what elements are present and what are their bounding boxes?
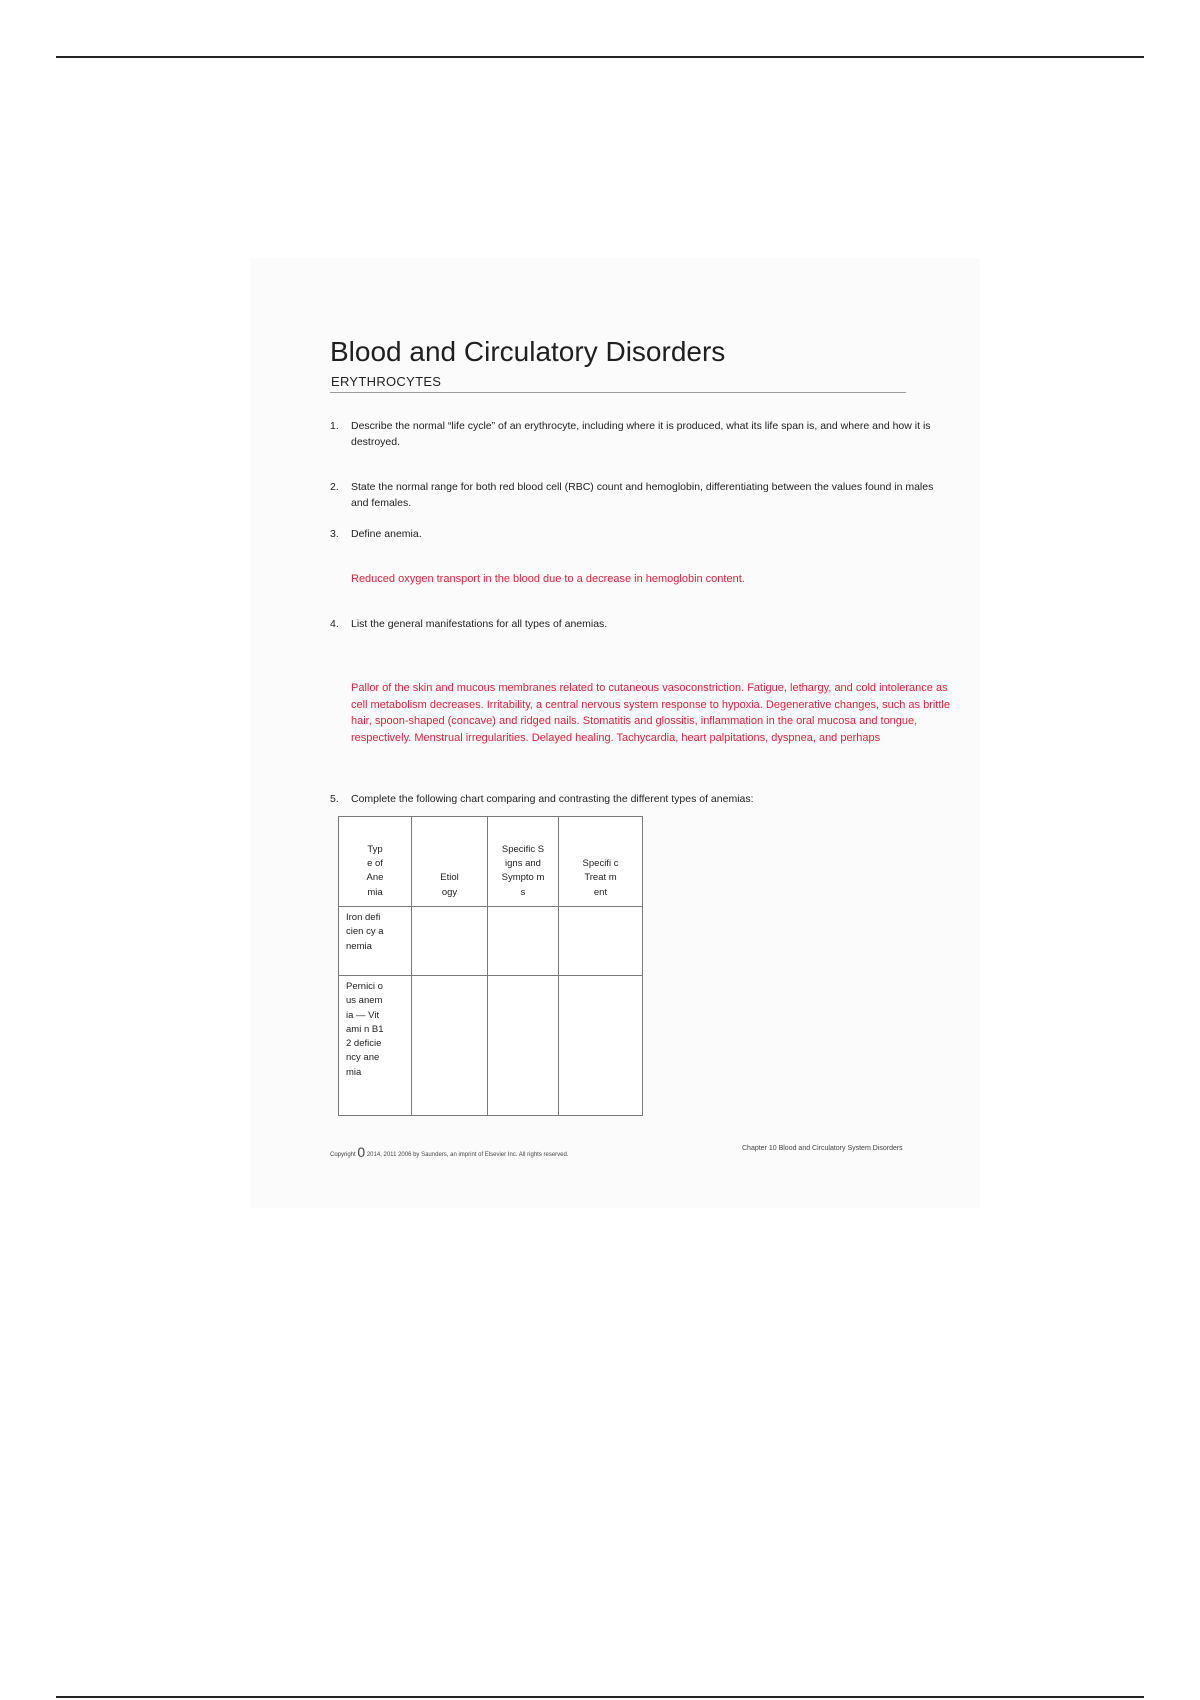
answer-4: Pallor of the skin and mucous membranes related to cutaneous vasoconstriction. Fatigue, lethargy, and cold intolerance as cell metabolism decreases. Irritability, a central nervous system response to hypoxia. Degenerative changes, such as brittle hair, spoon-shaped (concave) and ridged nails. Stomatitis and glossitis, inflammation in the oral mucosa and tongue, respectively. Menstrual irregularities. Delayed healing. Tachycardia, heart palpitations, dyspnea, and perhaps [351,682,950,744]
table-row [339,976,643,1116]
question-number: 1. [330,420,339,432]
table-row [339,907,643,976]
question-number: 3. [330,528,339,540]
row-type-cell: Pernici ous anemia — Vitami n B12 deficie ncy anemia [339,976,412,1116]
question-number: 5. [330,793,339,805]
header-signs-symptoms: Specific Signs and Sympto ms [488,817,559,907]
question-text: Complete the following chart comparing and contrasting the different types of anemias: [351,793,754,805]
header-treatment: Specifi c Treat ment [559,817,643,907]
heading-divider [330,392,906,393]
copyright-notice: Copyright 0 2014, 2011 2006 by Saunders, an imprint of Elsevier Inc. All rights reserved. [330,1144,569,1160]
header-type-of-anemia: Typ e of Ane mia [339,817,412,907]
signs-cell [488,976,559,1116]
worksheet-page [250,258,980,1208]
chapter-footer: Chapter 10 Blood and Circulatory System Disorders [742,1145,903,1152]
answer-3: Reduced oxygen transport in the blood due to a decrease in hemoglobin content. [351,573,745,585]
top-border-line [56,56,1144,58]
section-heading: ERYTHROCYTES [331,374,442,389]
question-text: Describe the normal “life cycle” of an erythrocyte, including where it is produced, what its life span is, and where and how it is destroyed. [351,420,931,448]
question-text: State the normal range for both red blood cell (RBC) count and hemoglobin, differentiating between the values found in males and females. [351,481,934,509]
header-etiology: Etiol ogy [412,817,488,907]
chart-header-row [339,817,643,907]
question-number: 2. [330,481,339,493]
question-text: Define anemia. [351,528,422,540]
treatment-cell [559,976,643,1116]
question-number: 4. [330,618,339,630]
question-text: List the general manifestations for all types of anemias. [351,618,608,630]
signs-cell [488,907,559,976]
page-title: Blood and Circulatory Disorders [330,336,726,367]
etiology-cell [412,907,488,976]
bottom-border-line [56,1696,1144,1698]
row-type-cell: Iron deficien cy anemia [339,907,412,976]
etiology-cell [412,976,488,1116]
anemia-comparison-chart [338,816,643,1116]
treatment-cell [559,907,643,976]
